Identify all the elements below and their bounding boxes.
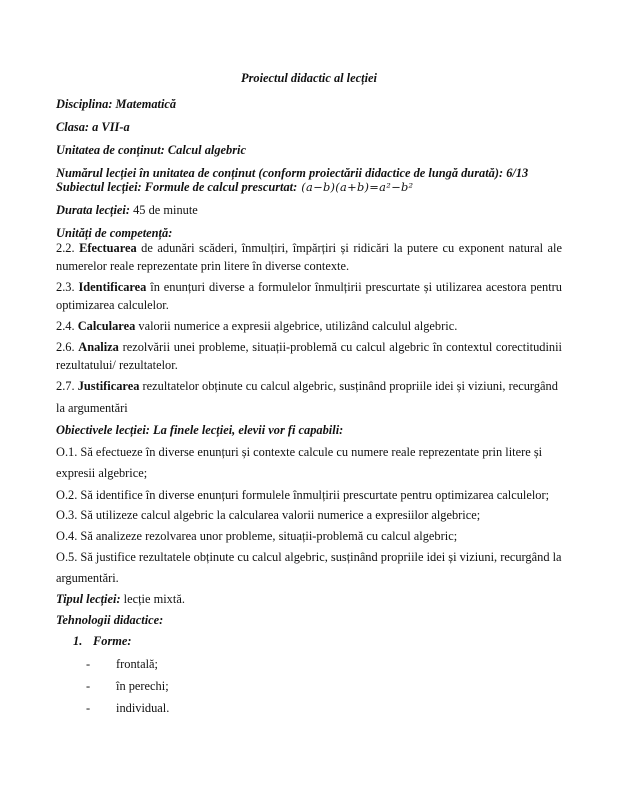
competenta-num: 2.6. (56, 340, 79, 354)
tipul-line (56, 591, 185, 609)
list-item-text: în perechi; (116, 679, 169, 693)
competenta-key: Analiza (78, 340, 119, 354)
formula-text: (a−b)(a+b)=a²−b² (301, 180, 414, 194)
competenta-2-7-continued: la argumentări (56, 401, 128, 415)
competenta-2-2 (56, 240, 562, 276)
durata-value: 45 de minute (130, 203, 198, 217)
forme-label: Forme: (93, 634, 132, 648)
page-title: Proiectul didactic al lecției (241, 71, 377, 85)
durata-line (56, 202, 198, 220)
obiectiv-o1-continued: expresii algebrice; (56, 466, 148, 480)
competenta-text: valorii numerice a expresii algebrice, utilizând calculul algebric. (135, 319, 458, 333)
competenta-2-6 (56, 339, 562, 375)
tipul-label: Tipul lecției: (56, 592, 121, 606)
obiectiv-o4: O.4. Să analizeze rezolvarea unor probleme, situații-problemă cu calcul algebric; (56, 529, 458, 543)
competenta-2-7 (56, 378, 558, 396)
competenta-2-4 (56, 318, 562, 336)
obiectiv-o3: O.3. Să utilizeze calcul algebric la calcularea valorii numerice a expresiilor algebrice; (56, 508, 481, 522)
obiective-heading: Obiectivele lecției: La finele lecției, elevii vor fi capabili: (56, 423, 344, 437)
subiectul-line (56, 179, 413, 197)
list-item (86, 678, 169, 696)
list-item-text: frontală; (116, 657, 158, 671)
competenta-key: Calcularea (77, 319, 136, 333)
obiectiv-o2: O.2. Să identifice în diverse enunțuri formulele înmulțirii prescurtate pentru optimizarea calculelor; (56, 488, 550, 502)
dash-bullet: - (86, 679, 91, 693)
competenta-key: Efectuarea (79, 241, 137, 255)
unitatea-line: Unitatea de conținut: Calcul algebric (56, 143, 246, 157)
competenta-text: rezolvării unei probleme, situații-problemă cu calcul algebric în contextul corectitudinii rezultatului/ rezultatelor. (56, 340, 562, 372)
competenta-num: 2.3. (56, 280, 79, 294)
competenta-key: Identificarea (78, 280, 147, 294)
competenta-num: 2.7. (56, 379, 78, 393)
numarul-line: Numărul lecției în unitatea de conținut (conform proiectării didactice de lungă durată): 6/13 (56, 166, 529, 180)
unitati-heading: Unități de competență: (56, 226, 173, 240)
competenta-text: rezultatelor obținute cu calcul algebric, susținând propriile idei și viziuni, recurgând (139, 379, 558, 393)
obiectiv-o5-continued: argumentări. (56, 571, 119, 585)
tipul-value: lecție mixtă. (120, 592, 185, 606)
forme-number: 1. (73, 634, 83, 648)
competenta-2-3 (56, 279, 562, 315)
list-item (86, 656, 158, 674)
obiectiv-o1: O.1. Să efectueze în diverse enunțuri și contexte calcule cu numere reale reprezentate prin litere și (56, 445, 543, 459)
competenta-text: de adunări scăderi, înmulțiri, împărțiri și ridicări la putere cu exponent natural ale numerelor reale reprezentate prin litere în diverse contexte. (56, 241, 562, 273)
competenta-num: 2.2. (56, 241, 80, 255)
list-item (86, 700, 169, 718)
list-item-text: individual. (116, 701, 170, 715)
forme-heading (73, 633, 132, 651)
competenta-num: 2.4. (56, 319, 78, 333)
tehnologii-heading: Tehnologii didactice: (56, 613, 164, 627)
obiectiv-o5: O.5. Să justifice rezultatele obținute cu calcul algebric, susținând propriile idei și viziuni, recurgând la (56, 550, 562, 564)
dash-bullet: - (86, 701, 91, 715)
disciplina-line: Disciplina: Matematică (56, 97, 177, 111)
clasa-line: Clasa: a VII-a (56, 120, 130, 134)
subiectul-label: Subiectul lecției: Formule de calcul prescurtat: (56, 180, 298, 194)
competenta-text: în enunțuri diverse a formulelor înmulțirii prescurtate și utilizarea acestora pentru optimizarea calculelor. (56, 280, 562, 312)
dash-bullet: - (86, 657, 91, 671)
durata-label: Durata lecției: (56, 203, 130, 217)
competenta-key: Justificarea (77, 379, 140, 393)
